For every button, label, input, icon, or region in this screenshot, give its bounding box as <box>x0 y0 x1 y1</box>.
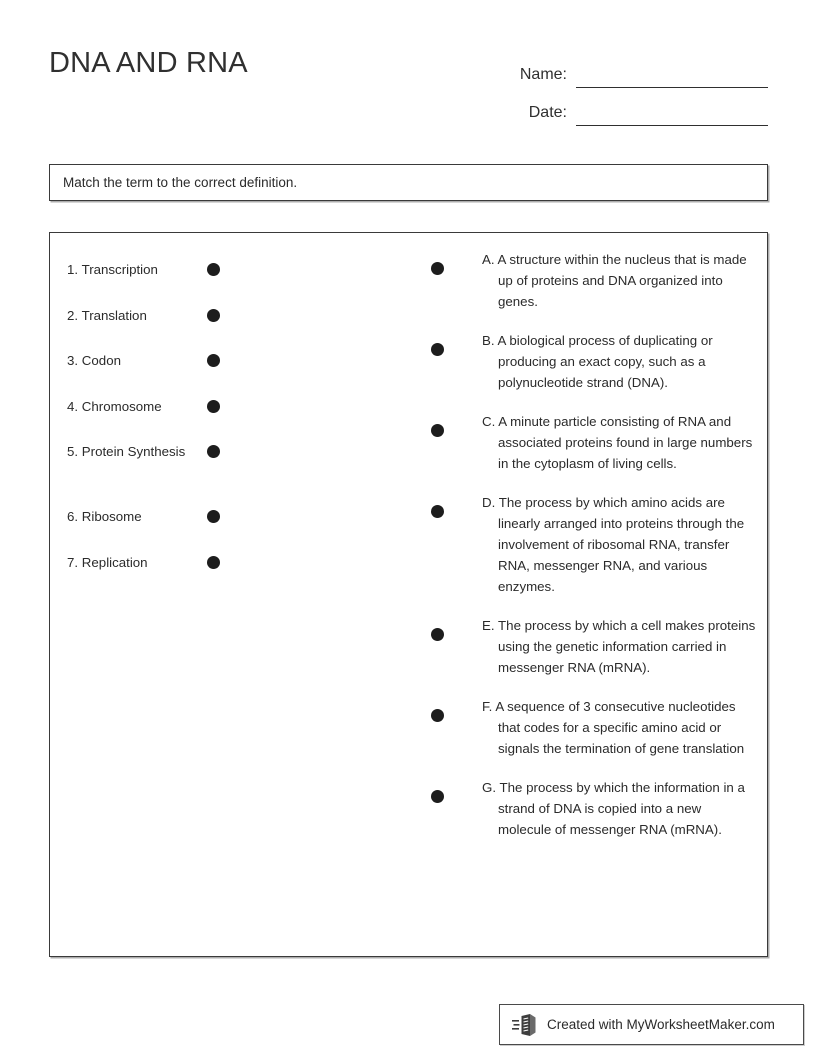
worksheet-header <box>49 44 768 124</box>
definition-body: A structure within the nucleus that is made up of proteins and DNA organized into genes. <box>497 252 747 309</box>
term-label <box>67 351 192 371</box>
definition-letter: G. <box>482 780 497 795</box>
date-label: Date: <box>528 104 567 121</box>
instruction-box <box>49 164 768 201</box>
definition-body: A minute particle consisting of RNA and associated proteins found in large numbers in the cytoplasm of living cells. <box>498 414 753 471</box>
term-match-dot[interactable] <box>207 354 220 367</box>
term-name: Replication <box>81 554 148 570</box>
definition-letter: F. <box>482 699 493 714</box>
definition-body: A sequence of 3 consecutive nucleotides that codes for a specific amino acid or signals the termination of gene translation <box>495 699 745 756</box>
definition-row <box>414 249 769 312</box>
definition-text <box>482 615 757 678</box>
definition-match-dot[interactable] <box>431 343 444 356</box>
name-field-row <box>458 50 768 88</box>
definition-row <box>414 696 769 759</box>
date-field-row <box>458 88 768 126</box>
term-row <box>50 295 380 341</box>
footer-text: Created with MyWorksheetMaker.com <box>547 1017 775 1032</box>
definition-row <box>414 330 769 393</box>
definition-letter: A. <box>482 252 495 267</box>
definition-letter: B. <box>482 333 495 348</box>
definition-match-dot[interactable] <box>431 262 444 275</box>
term-label <box>67 397 192 417</box>
term-name: Protein Synthesis <box>81 444 186 459</box>
instruction-text: Match the term to the correct definition. <box>63 175 298 190</box>
name-input[interactable] <box>576 64 768 88</box>
term-name: Ribosome <box>81 509 142 524</box>
name-label: Name: <box>519 66 567 83</box>
definition-letter: C. <box>482 414 496 429</box>
definition-body: The process by which amino acids are linearly arranged into proteins through the involvement of ribosomal RNA, transfer RNA, messenger RNA, and various enzymes. <box>498 495 745 594</box>
term-row <box>50 431 380 496</box>
definition-text <box>482 777 757 840</box>
term-number: 7. <box>67 554 79 570</box>
matching-panel <box>49 232 768 957</box>
definition-letter: E. <box>482 618 495 633</box>
term-name: Transcription <box>81 262 158 277</box>
definition-text <box>482 492 757 597</box>
term-match-dot[interactable] <box>207 309 220 322</box>
terms-column <box>50 249 380 587</box>
definition-row <box>414 411 769 474</box>
definition-text <box>482 696 757 759</box>
term-name: Translation <box>81 307 147 323</box>
footer-badge[interactable] <box>499 1004 804 1045</box>
definition-row <box>414 615 769 678</box>
term-label <box>67 306 192 326</box>
date-input[interactable] <box>576 102 768 126</box>
definition-match-dot[interactable] <box>431 628 444 641</box>
definition-match-dot[interactable] <box>431 424 444 437</box>
definition-text <box>482 249 757 312</box>
definition-row <box>414 777 769 840</box>
student-fields <box>458 50 768 126</box>
term-number: 5. <box>67 444 79 459</box>
term-name: Chromosome <box>81 398 162 414</box>
term-match-dot[interactable] <box>207 263 220 276</box>
worksheet-maker-logo-icon <box>512 1013 538 1037</box>
term-match-dot[interactable] <box>207 510 220 523</box>
term-row <box>50 340 380 386</box>
definition-match-dot[interactable] <box>431 505 444 518</box>
term-row <box>50 542 380 588</box>
definition-body: The process by which a cell makes proteins using the genetic information carried in messenger RNA (mRNA). <box>498 618 756 675</box>
definition-text <box>482 411 757 474</box>
page-title: DNA AND RNA <box>49 47 248 79</box>
term-match-dot[interactable] <box>207 400 220 413</box>
definition-letter: D. <box>482 495 496 510</box>
term-number: 4. <box>67 398 79 414</box>
term-row <box>50 249 380 295</box>
term-row <box>50 386 380 432</box>
term-number: 6. <box>67 509 79 524</box>
term-match-dot[interactable] <box>207 556 220 569</box>
definition-text <box>482 330 757 393</box>
term-match-dot[interactable] <box>207 445 220 458</box>
term-name: Codon <box>81 353 121 368</box>
term-number: 3. <box>67 353 79 368</box>
term-label <box>67 260 192 280</box>
definitions-column <box>414 249 769 858</box>
term-number: 2. <box>67 307 79 323</box>
definition-match-dot[interactable] <box>431 790 444 803</box>
definition-row <box>414 492 769 597</box>
term-row <box>50 496 380 542</box>
definition-match-dot[interactable] <box>431 709 444 722</box>
definition-body: The process by which the information in a strand of DNA is copied into a new molecule of messenger RNA (mRNA). <box>498 780 745 837</box>
term-number: 1. <box>67 262 79 277</box>
term-label <box>67 553 192 573</box>
term-label <box>67 507 192 527</box>
definition-body: A biological process of duplicating or producing an exact copy, such as a polynucleotide strand (DNA). <box>497 333 713 390</box>
term-label <box>67 442 192 462</box>
